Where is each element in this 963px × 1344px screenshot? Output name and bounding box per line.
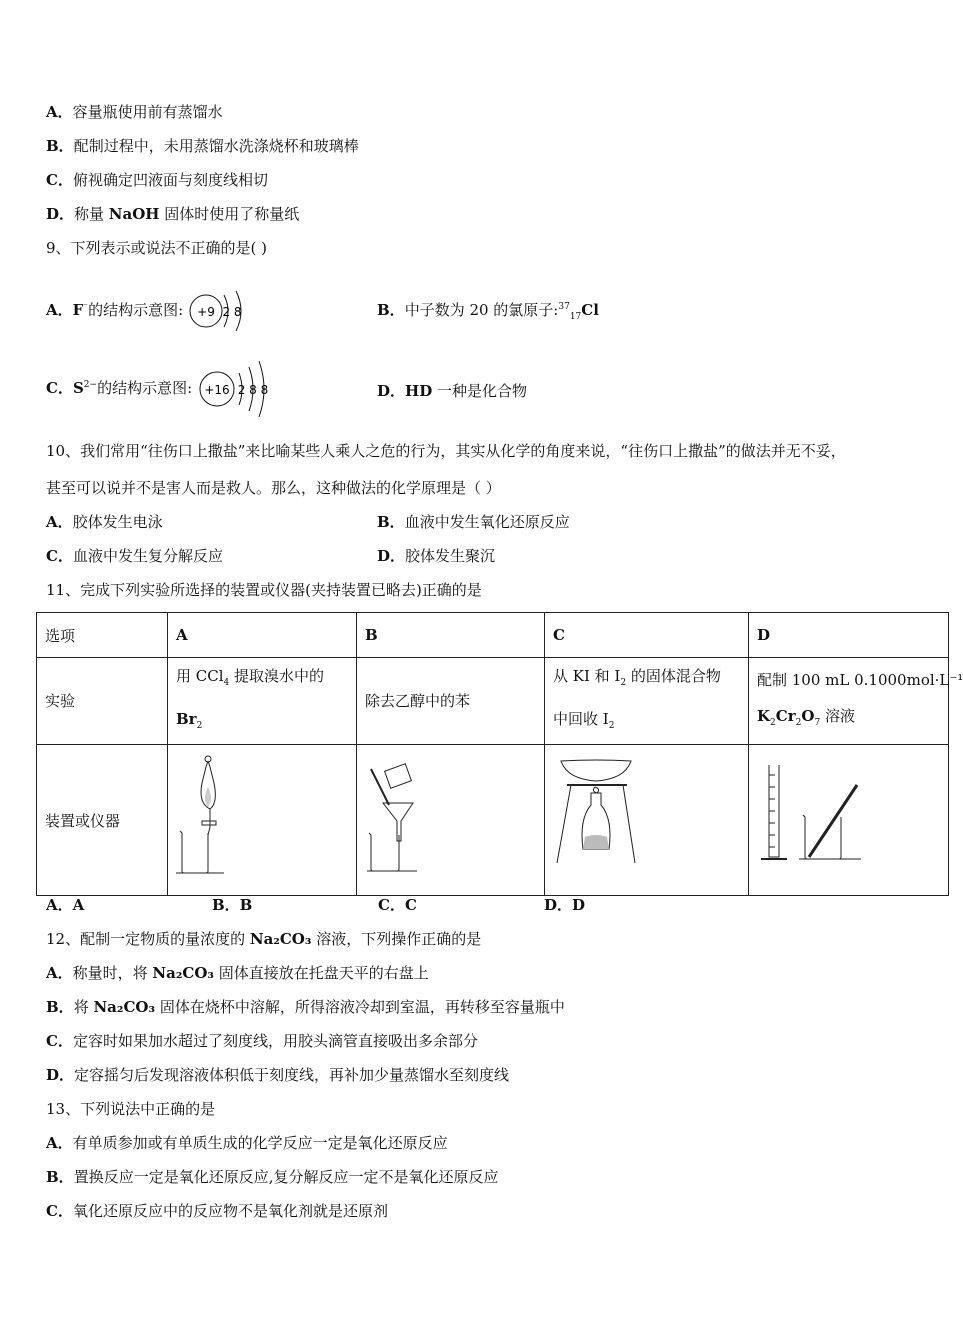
q11-exp-d-o: O xyxy=(801,706,815,725)
q11-exp-c-sub: 2 xyxy=(620,678,627,688)
q8-d-label: D． xyxy=(46,205,75,223)
q11-apparatus-a xyxy=(168,745,357,896)
q11-exp-c-line2-sub: 2 xyxy=(608,721,615,731)
q9-option-a xyxy=(46,283,254,335)
q11-exp-d-s1: 2 xyxy=(770,717,776,728)
q9-a-text: 的结构示意图: xyxy=(88,301,184,319)
q10-option-a xyxy=(46,512,163,532)
q10-stem-line2: 甚至可以说并不是害人而是救人。那么，这种做法的化学原理是（ ） xyxy=(46,479,501,497)
q11-header-c: C xyxy=(545,613,749,658)
q8-option-b xyxy=(46,136,359,156)
q10-d-text: 胶体发生聚沉 xyxy=(405,547,496,565)
q9-option-d xyxy=(377,381,527,401)
q10-stem-line1: 10、我们常用“往伤口上撒盐”来比喻某些人乘人之危的行为，其实从化学的角度来说，“往伤口上撒盐”的做法并无不妥， xyxy=(46,442,846,460)
q11-exp-a-sub: 4 xyxy=(223,678,230,688)
q12-a-label: A． xyxy=(46,964,73,982)
q9-b-z: 17 xyxy=(569,312,582,322)
q11-header-row xyxy=(37,613,949,658)
fluoride-structure-diagram xyxy=(188,287,254,335)
q11-exp-c-post: 的固体混合物 xyxy=(626,667,721,685)
q12-option-c xyxy=(46,1031,478,1051)
q11-exp-d-tail: 溶液 xyxy=(820,706,855,725)
q13-a-text: 有单质参加或有单质生成的化学反应一定是氧化还原反应 xyxy=(72,1134,448,1152)
q13-c-text: 氧化还原反应中的反应物不是氧化剂就是还原剂 xyxy=(72,1202,388,1220)
q9-b-label: B． xyxy=(377,301,405,319)
q10-option-d xyxy=(377,546,495,566)
q9-a-charge: ⁻ xyxy=(83,302,89,312)
q11-option-c: C．C xyxy=(378,896,417,914)
q9-b-symbol: Cl xyxy=(581,301,599,319)
q12-stem-formula: Na₂CO₃ xyxy=(249,930,312,948)
q11-option-b: B．B xyxy=(212,896,253,914)
q9-option-b xyxy=(377,297,599,327)
q10-option-b xyxy=(377,512,570,532)
q12-a-pre: 称量时，将 xyxy=(72,964,153,982)
q13-b-text: 置换反应一定是氧化还原反应,复分解反应一定不是氧化还原反应 xyxy=(73,1168,499,1186)
q13-c-label: C． xyxy=(46,1202,73,1220)
q11-apparatus-c xyxy=(545,745,749,896)
q9-c-label: C． xyxy=(46,379,73,397)
q12-d-text: 定容摇匀后发现溶液体积低于刻度线，再补加少量蒸馏水至刻度线 xyxy=(74,1066,510,1084)
q10-a-label: A． xyxy=(46,513,73,531)
q10-b-text: 血液中发生氧化还原反应 xyxy=(404,513,570,531)
q8-option-a xyxy=(46,102,223,122)
q12-a-formula: Na₂CO₃ xyxy=(152,964,214,982)
q11-exp-a-line2: Br xyxy=(176,710,197,728)
q13-option-c xyxy=(46,1201,388,1221)
q11-exp-d-s2: 2 xyxy=(795,717,802,728)
q10-c-label: C． xyxy=(46,547,73,565)
q12-option-b xyxy=(46,997,565,1017)
q10-option-c xyxy=(46,546,223,566)
q11-exp-d-k: K xyxy=(757,706,771,725)
q8-b-text: 配制过程中，未用蒸馏水洗涤烧杯和玻璃棒 xyxy=(73,137,359,155)
q11-apparatus-label: 装置或仪器 xyxy=(37,745,168,896)
separatory-funnel-icon xyxy=(168,745,356,891)
q11-exp-d-s3: 7 xyxy=(814,717,821,728)
q12-b-label: B． xyxy=(46,998,74,1016)
q12-option-d xyxy=(46,1065,509,1085)
q8-d-text-post: 固体时使用了称量纸 xyxy=(159,205,300,223)
q13-option-a xyxy=(46,1133,448,1153)
q12-c-label: C． xyxy=(46,1032,73,1050)
q12-c-text: 定容时如果加水超过了刻度线，用胶头滴管直接吸出多余部分 xyxy=(72,1032,478,1050)
q11-header-option: 选项 xyxy=(37,613,168,658)
q8-a-label: A． xyxy=(46,103,73,121)
graduated-cylinder-and-beaker-icon xyxy=(749,745,948,891)
filtration-setup-icon xyxy=(357,745,544,891)
q9-b-mass: 37 xyxy=(558,302,570,312)
q9-d-formula: HD xyxy=(405,382,433,400)
q11-exp-c-line2: 中回收 I xyxy=(553,710,609,728)
s-shells-label: 2 8 8 xyxy=(237,383,269,397)
q11-experiment-row xyxy=(37,658,949,745)
q9-stem: 9、下列表示或说法不正确的是( ) xyxy=(46,239,268,257)
q12-b-formula: Na₂CO₃ xyxy=(93,998,156,1016)
q11-exp-c-pre: 从 KI 和 I xyxy=(553,667,621,685)
q11-apparatus-d xyxy=(749,745,949,896)
s-nucleus-label: +16 xyxy=(204,383,230,397)
q11-exp-c xyxy=(545,658,749,745)
q11-header-b: B xyxy=(357,613,545,658)
q11-exp-b: 除去乙醇中的苯 xyxy=(357,658,545,745)
q9-a-ion: F xyxy=(72,301,84,319)
q12-d-label: D． xyxy=(46,1066,75,1084)
sulfide-structure-diagram xyxy=(197,359,275,419)
q12-stem xyxy=(46,929,481,949)
q8-b-label: B． xyxy=(46,137,74,155)
q13-b-label: B． xyxy=(46,1168,74,1186)
q10-c-text: 血液中发生复分解反应 xyxy=(72,547,223,565)
q11-option-d: D．D xyxy=(544,896,586,914)
q11-table xyxy=(36,612,963,896)
q9-c-text: 的结构示意图: xyxy=(97,379,193,397)
q11-experiment-label: 实验 xyxy=(37,658,168,745)
q9-b-text: 中子数为 20 的氯原子: xyxy=(404,301,559,319)
q8-d-text-pre: 称量 xyxy=(74,205,109,223)
q8-option-d xyxy=(46,204,299,224)
q8-a-text: 容量瓶使用前有蒸馏水 xyxy=(72,103,223,121)
q12-stem-pre: 12、配制一定物质的量浓度的 xyxy=(46,930,250,948)
q11-exp-d-line1: 配制 100 mL 0.1000mol·L⁻¹ xyxy=(757,670,963,689)
q11-header-d: D xyxy=(749,613,949,658)
q11-exp-a-pre: 用 CCl xyxy=(176,667,224,685)
q12-option-a xyxy=(46,963,429,983)
q11-apparatus-b xyxy=(357,745,545,896)
q8-d-formula: NaOH xyxy=(108,205,160,223)
q11-exp-a-line2-sub: 2 xyxy=(196,721,203,731)
q11-apparatus-row xyxy=(37,745,949,896)
q8-c-text: 俯视确定凹液面与刻度线相切 xyxy=(72,171,268,189)
q11-header-a: A xyxy=(168,613,357,658)
q9-option-c xyxy=(46,355,275,419)
q10-b-label: B． xyxy=(377,513,405,531)
q11-option-a: A．A xyxy=(46,896,85,914)
q13-option-b xyxy=(46,1167,498,1187)
q12-a-post: 固体直接放在托盘天平的右盘上 xyxy=(214,964,429,982)
q8-c-label: C． xyxy=(46,171,73,189)
q9-d-label: D． xyxy=(377,382,406,400)
q12-b-pre: 将 xyxy=(73,998,94,1016)
q12-b-post: 固体在烧杯中溶解，所得溶液冷却到室温，再转移至容量瓶中 xyxy=(155,998,565,1016)
f-shells-label: 2 8 xyxy=(222,305,242,319)
q9-a-label: A． xyxy=(46,301,73,319)
q11-exp-a-post: 提取溴水中的 xyxy=(229,667,325,685)
q11-exp-d-cr: Cr xyxy=(775,706,796,725)
q11-stem: 11、完成下列实验所选择的装置或仪器(夹持装置已略去)正确的是 xyxy=(46,581,482,599)
q9-c-ion: S xyxy=(72,379,84,397)
q13-stem: 13、下列说法中正确的是 xyxy=(46,1100,216,1118)
q13-a-label: A． xyxy=(46,1134,73,1152)
q11-exp-d xyxy=(749,658,963,745)
q9-d-text: 一种是化合物 xyxy=(432,382,527,400)
q12-stem-post: 溶液，下列操作正确的是 xyxy=(311,930,482,948)
f-nucleus-label: +9 xyxy=(197,305,215,319)
q10-d-label: D． xyxy=(377,547,406,565)
q11-exp-a xyxy=(168,658,357,745)
q9-c-charge: 2− xyxy=(83,380,98,390)
q8-option-c xyxy=(46,170,268,190)
q11-options xyxy=(46,895,664,915)
q10-a-text: 胶体发生电泳 xyxy=(72,513,163,531)
sublimation-setup-icon xyxy=(545,745,748,891)
